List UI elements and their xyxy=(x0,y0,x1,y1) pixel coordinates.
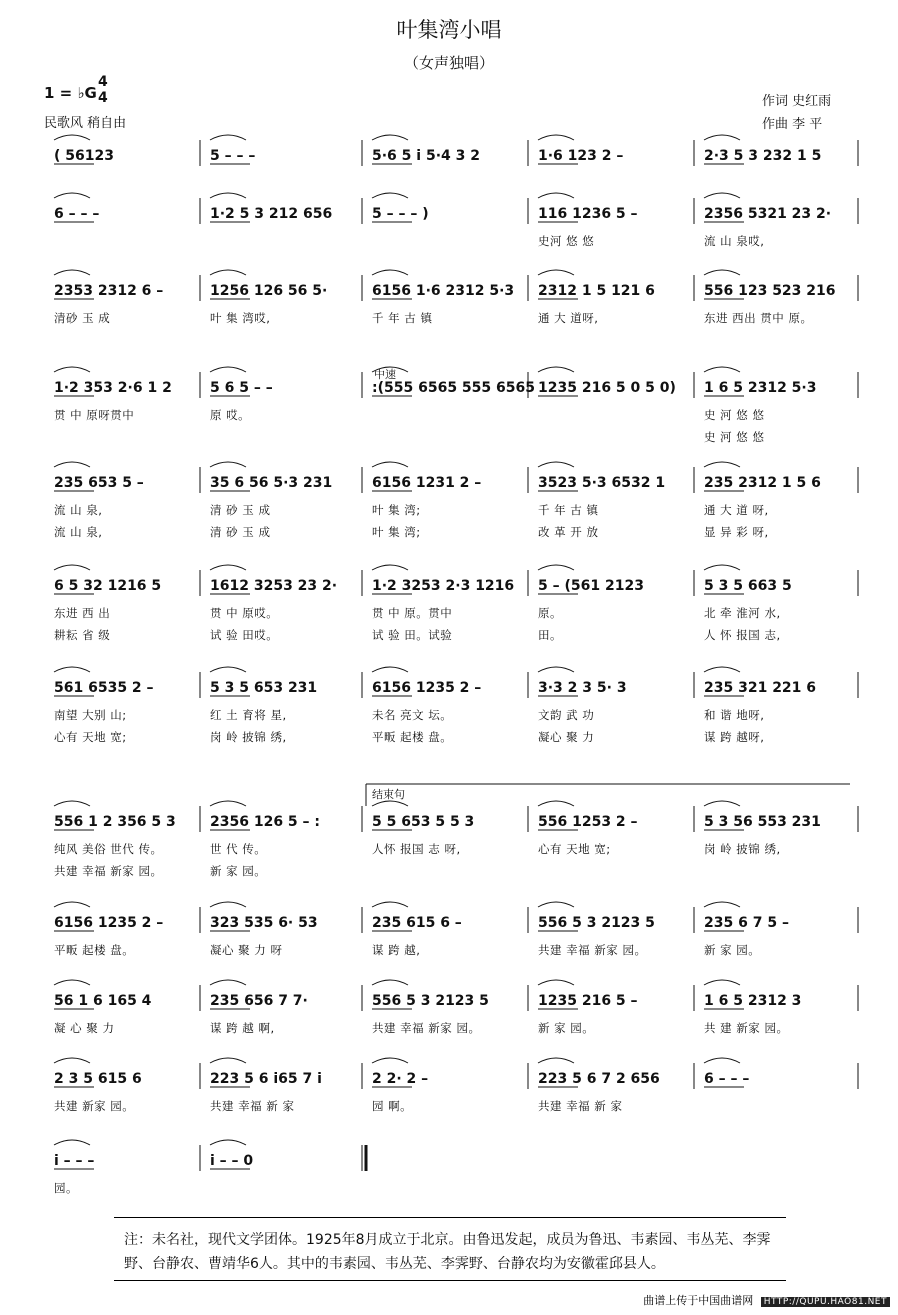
lyric-line: 试 验 田。试验 xyxy=(372,628,453,642)
lyric-line: 共建 幸福 新家 园。 xyxy=(372,1021,481,1035)
slur-mark xyxy=(54,902,90,907)
lyric-line: 原 哎。 xyxy=(210,408,251,422)
lyric-line: 共建 新家 园。 xyxy=(54,1099,135,1113)
lyric-line: 贯 中 原哎。 xyxy=(210,606,279,620)
notation-bar: 235 6 7 5 – xyxy=(704,915,789,931)
lyric-line: 共建 幸福 新 家 xyxy=(210,1099,295,1113)
slur-mark xyxy=(538,902,574,907)
slur-mark xyxy=(210,1140,246,1145)
lyric-line: 凝 心 聚 力 xyxy=(54,1021,115,1035)
lyric-line: 新 家 园。 xyxy=(704,943,761,957)
slur-mark xyxy=(538,565,574,570)
slur-mark xyxy=(704,193,740,198)
notation-bar: 2 2· 2 – xyxy=(372,1071,429,1087)
section-label: 中速 xyxy=(374,368,396,381)
slur-mark xyxy=(538,667,574,672)
slur-mark xyxy=(372,980,408,985)
notation-bar: 556 5 3 2123 5 xyxy=(372,993,489,1009)
notation-bar: 556 5 3 2123 5 xyxy=(538,915,655,931)
slur-mark xyxy=(372,902,408,907)
slur-mark xyxy=(704,135,740,140)
slur-mark xyxy=(210,801,246,806)
slur-mark xyxy=(210,135,246,140)
slur-mark xyxy=(538,270,574,275)
notation-bar: 323 535 6· 53 xyxy=(210,915,318,931)
notation-bar: 2356 5321 23 2· xyxy=(704,206,832,222)
slur-mark xyxy=(210,902,246,907)
notation-bar: :(555 6565 555 6565 xyxy=(372,380,535,396)
notation-bar: 235 615 6 – xyxy=(372,915,462,931)
slur-mark xyxy=(372,801,408,806)
tempo-marking: 民歌风 稍自由 xyxy=(44,116,127,131)
section-label: 结束句 xyxy=(372,788,405,801)
lyric-line: 世 代 传。 xyxy=(210,842,267,856)
notation-bar: 5 – (561 2123 xyxy=(538,578,644,594)
slur-mark xyxy=(538,1058,574,1063)
lyric-line: 谋 跨 越 啊, xyxy=(210,1021,275,1035)
notation-bar: 556 1 2 356 5 3 xyxy=(54,814,176,830)
slur-mark xyxy=(210,367,246,372)
lyric-line: 千 年 古 镇 xyxy=(372,311,433,325)
notation-bar: 1·2 353 2·6 1 2 xyxy=(54,380,172,396)
notation-bar: 235 2312 1 5 6 xyxy=(704,475,821,491)
notation-bar: 556 1253 2 – xyxy=(538,814,638,830)
slur-mark xyxy=(538,367,574,372)
notation-bar: 116 1236 5 – xyxy=(538,206,638,222)
notation-bar: 1235 216 5 0 5 0) xyxy=(538,380,676,396)
lyric-line: 共建 幸福 新家 园。 xyxy=(54,864,163,878)
key-signature: 1 = ♭G xyxy=(44,84,97,102)
lyric-line: 人 怀 报国 志, xyxy=(704,628,781,642)
lyric-line: 清 砂 玉 成 xyxy=(210,503,271,517)
lyric-line: 心有 天地 宽; xyxy=(538,842,611,856)
lyric-line: 新 家 园。 xyxy=(538,1021,595,1035)
slur-mark xyxy=(704,902,740,907)
lyric-line: 新 家 园。 xyxy=(210,864,267,878)
composer-credit: 作曲 李 平 xyxy=(762,117,823,132)
slur-mark xyxy=(538,980,574,985)
lyric-line: 叶 集 湾; xyxy=(372,503,421,517)
notation-bar: i – – – xyxy=(54,1153,95,1169)
lyric-line: 叶 集 湾; xyxy=(372,525,421,539)
slur-mark xyxy=(372,565,408,570)
footnote: 注：未名社，现代文学团体。1925年8月成立于北京。由鲁迅发起，成员为鲁迅、韦素园、韦丛芜、李霁野、台静农、曹靖华6人。其中的韦素园、韦丛芜、李霁野、台静农均为安徽霍邱县人。 xyxy=(124,1232,771,1272)
lyric-line: 史 河 悠 悠 xyxy=(704,430,765,444)
slur-mark xyxy=(54,270,90,275)
slur-mark xyxy=(538,135,574,140)
lyric-line: 东进 西 出 xyxy=(54,606,111,620)
notation-bar: 1612 3253 23 2· xyxy=(210,578,338,594)
notation-bar: 3523 5·3 6532 1 xyxy=(538,475,666,491)
slur-mark xyxy=(704,980,740,985)
slur-mark xyxy=(372,193,408,198)
lyric-line: 谋 跨 越, xyxy=(372,943,421,957)
slur-mark xyxy=(372,462,408,467)
slur-mark xyxy=(54,135,90,140)
notation-bar: 235 656 7 7· xyxy=(210,993,308,1009)
slur-mark xyxy=(538,801,574,806)
lyric-line: 东进 西出 贯中 原。 xyxy=(704,311,813,325)
lyric-line: 耕耘 省 级 xyxy=(54,628,111,642)
notation-bar: 35 6 56 5·3 231 xyxy=(210,475,333,491)
lyric-line: 显 异 彩 呀, xyxy=(704,525,769,539)
lyric-line: 岗 岭 披锦 绣, xyxy=(210,730,287,744)
notation-bar: 1·2 5 3 212 656 xyxy=(210,206,333,222)
lyric-line: 谋 跨 越呀, xyxy=(704,730,765,744)
slur-mark xyxy=(704,801,740,806)
lyric-line: 红 土 育将 星, xyxy=(210,708,287,722)
lyric-line: 流 山 泉哎, xyxy=(704,234,765,248)
slur-mark xyxy=(704,270,740,275)
notation-bar: 6156 1235 2 – xyxy=(372,680,482,696)
lyric-line: 心有 天地 宽; xyxy=(54,730,127,744)
lyric-line: 凝心 聚 力 呀 xyxy=(210,943,283,957)
notation-bar: 5 3 5 663 5 xyxy=(704,578,792,594)
lyric-line: 史 河 悠 悠 xyxy=(704,408,765,422)
notation-bar: 6156 1231 2 – xyxy=(372,475,482,491)
notation-bar: 6156 1·6 2312 5·3 xyxy=(372,283,515,299)
meter-top: 4 xyxy=(98,74,108,90)
footer-url: HTTP://QUPU.HAO81.NET xyxy=(761,1297,890,1307)
meter-bottom: 4 xyxy=(98,90,108,106)
song-subtitle: （女声独唱） xyxy=(403,54,494,72)
notation-bar: 1256 126 56 5· xyxy=(210,283,328,299)
notation-bar: 5 3 5 653 231 xyxy=(210,680,318,696)
lyric-line: 改 革 开 放 xyxy=(538,525,599,539)
slur-mark xyxy=(704,565,740,570)
lyric-line: 平畈 起楼 盘。 xyxy=(372,730,453,744)
notation-bar: 1·6 123 2 – xyxy=(538,148,624,164)
notation-bar: 5 – – – xyxy=(210,148,256,164)
lyric-line: 人怀 报国 志 呀, xyxy=(372,842,461,856)
slur-mark xyxy=(372,270,408,275)
notation-bar: 6 – – – xyxy=(54,206,100,222)
lyric-line: 岗 岭 披锦 绣, xyxy=(704,842,781,856)
notation-bar: 223 5 6 i65 7 i xyxy=(210,1071,322,1087)
notation-bar: 561 6535 2 – xyxy=(54,680,154,696)
notation-bar: 223 5 6 7 2 656 xyxy=(538,1071,660,1087)
notation-bar: 2353 2312 6 – xyxy=(54,283,164,299)
notation-bar: 6156 1235 2 – xyxy=(54,915,164,931)
slur-mark xyxy=(210,193,246,198)
notation-bar: 556 123 523 216 xyxy=(704,283,836,299)
lyric-line: 田。 xyxy=(538,628,562,642)
lyric-line: 共建 幸福 新 家 xyxy=(538,1099,623,1113)
notation-bar: 235 321 221 6 xyxy=(704,680,817,696)
lyric-line: 千 年 古 镇 xyxy=(538,503,599,517)
notation-bar: 6 – – – xyxy=(704,1071,750,1087)
lyric-line: 北 牵 淮河 水, xyxy=(704,606,781,620)
slur-mark xyxy=(54,1140,90,1145)
slur-mark xyxy=(54,193,90,198)
slur-mark xyxy=(210,980,246,985)
notation-bar: 3·3 2 3 5· 3 xyxy=(538,680,627,696)
song-title: 叶集湾小唱 xyxy=(396,18,502,42)
notation-bar: 5 3 56 553 231 xyxy=(704,814,821,830)
notation-bar: 1 6 5 2312 3 xyxy=(704,993,802,1009)
slur-mark xyxy=(210,1058,246,1063)
lyric-line: 试 验 田哎。 xyxy=(210,628,279,642)
notation-bar: 5 5 653 5 5 3 xyxy=(372,814,475,830)
lyric-line: 和 谐 地呀, xyxy=(704,708,765,722)
lyric-line: 清砂 玉 成 xyxy=(54,311,111,325)
slur-mark xyxy=(54,801,90,806)
slur-mark xyxy=(54,565,90,570)
lyric-line: 南望 大别 山; xyxy=(54,708,127,722)
lyricist-credit: 作词 史红雨 xyxy=(762,94,832,109)
slur-mark xyxy=(538,193,574,198)
slur-mark xyxy=(704,667,740,672)
slur-mark xyxy=(372,135,408,140)
slur-mark xyxy=(54,462,90,467)
lyric-line: 园。 xyxy=(54,1181,78,1195)
notation-bar: i – – 0 xyxy=(210,1153,254,1169)
slur-mark xyxy=(704,462,740,467)
notation-bar: 5 – – – ) xyxy=(372,206,429,222)
notation-bar: 1·2 3253 2·3 1216 xyxy=(372,578,515,594)
lyric-line: 共 建 新家 园。 xyxy=(704,1021,789,1035)
footer-text: 曲谱上传于中国曲谱网 xyxy=(643,1294,754,1307)
slur-mark xyxy=(704,367,740,372)
slur-mark xyxy=(704,1058,740,1063)
notation-bar: 1235 216 5 – xyxy=(538,993,638,1009)
lyric-line: 清 砂 玉 成 xyxy=(210,525,271,539)
slur-mark xyxy=(210,565,246,570)
lyric-line: 史河 悠 悠 xyxy=(538,234,595,248)
notation-bar: 2356 126 5 – : xyxy=(210,814,321,830)
notation-bar: 6 5 32 1216 5 xyxy=(54,578,162,594)
slur-mark xyxy=(210,270,246,275)
notation-bar: ( 56123 xyxy=(54,148,114,164)
lyric-line: 共建 幸福 新家 园。 xyxy=(538,943,647,957)
lyric-line: 通 大 道 呀, xyxy=(704,503,769,517)
lyric-line: 未名 亮文 坛。 xyxy=(372,708,453,722)
notation-bar: 56 1 6 165 4 xyxy=(54,993,152,1009)
lyric-line: 流 山 泉, xyxy=(54,503,103,517)
lyric-line: 平畈 起楼 盘。 xyxy=(54,943,135,957)
lyric-line: 贯 中 原。贯中 xyxy=(372,606,453,620)
slur-mark xyxy=(372,1058,408,1063)
slur-mark xyxy=(54,367,90,372)
notation-bar: 2·3 5 3 232 1 5 xyxy=(704,148,822,164)
lyric-line: 贯 中 原呀贯中 xyxy=(54,408,135,422)
slur-mark xyxy=(538,462,574,467)
slur-mark xyxy=(54,1058,90,1063)
lyric-line: 凝心 聚 力 xyxy=(538,730,595,744)
lyric-line: 园 啊。 xyxy=(372,1099,413,1113)
slur-mark xyxy=(210,667,246,672)
notation-bar: 1 6 5 2312 5·3 xyxy=(704,380,817,396)
lyric-line: 流 山 泉, xyxy=(54,525,103,539)
notation-bar: 235 653 5 – xyxy=(54,475,144,491)
lyric-line: 通 大 道呀, xyxy=(538,311,599,325)
site-footer xyxy=(643,1292,890,1308)
lyric-line: 纯风 美俗 世代 传。 xyxy=(54,842,163,856)
notation-bar: 2 3 5 615 6 xyxy=(54,1071,142,1087)
notation-bar: 2312 1 5 121 6 xyxy=(538,283,655,299)
slur-mark xyxy=(372,667,408,672)
slur-mark xyxy=(54,980,90,985)
slur-mark xyxy=(54,667,90,672)
lyric-line: 叶 集 湾哎, xyxy=(210,311,271,325)
slur-mark xyxy=(210,462,246,467)
lyric-line: 原。 xyxy=(538,606,562,620)
notation-bar: 5 6 5 – – xyxy=(210,380,273,396)
notation-bar: 5·6 5 i 5·4 3 2 xyxy=(372,148,480,164)
lyric-line: 文韵 武 功 xyxy=(538,708,595,722)
